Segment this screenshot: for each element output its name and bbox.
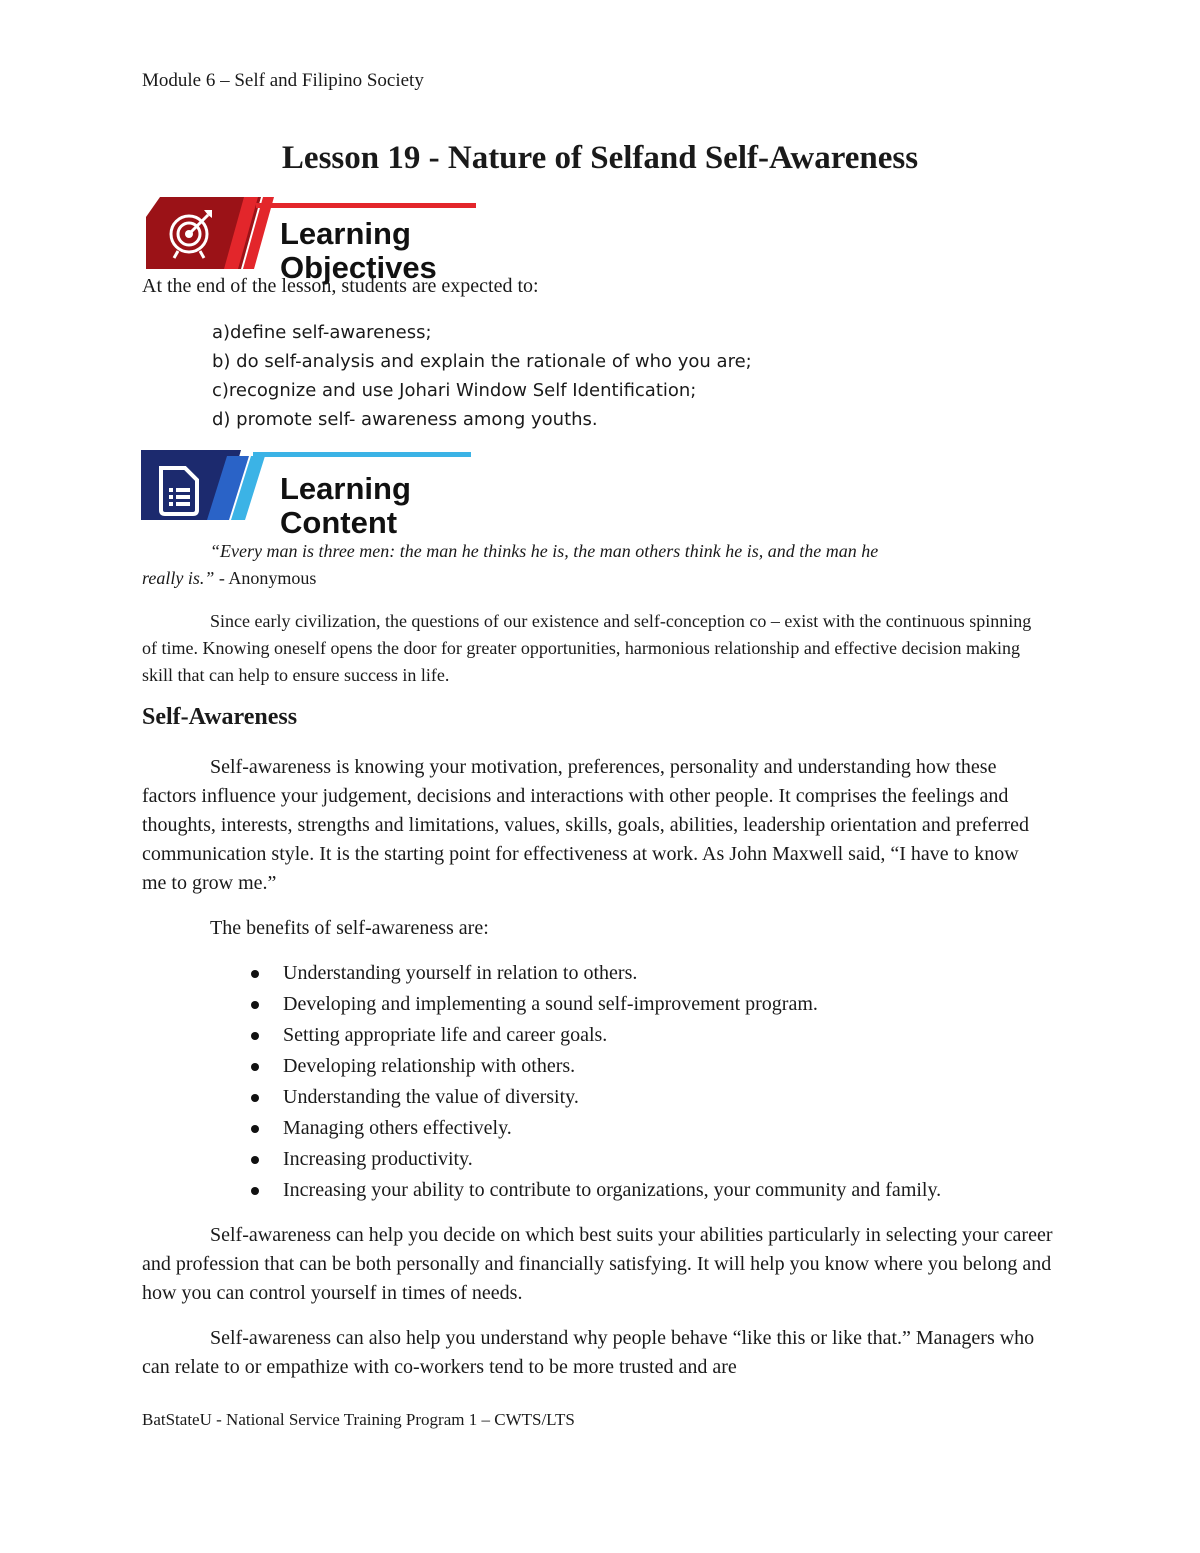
objectives-list	[212, 318, 752, 434]
learning-content-banner	[141, 450, 471, 540]
learning-content-label-line2: Content	[280, 505, 398, 540]
list-item-text: Managing others effectively.	[283, 1117, 512, 1139]
list-item	[248, 958, 941, 989]
objectives-intro: At the end of the lesson, students are expected to:	[142, 275, 539, 297]
bullet-icon	[251, 970, 259, 978]
list-item-text: Developing relationship with others.	[283, 1055, 576, 1077]
list-item	[248, 1051, 941, 1082]
list-item	[248, 989, 941, 1020]
list-item	[248, 1020, 941, 1051]
list-item	[248, 1113, 941, 1144]
bullet-icon	[251, 1187, 259, 1195]
quote-line-2: really is.”	[142, 568, 215, 588]
list-item	[248, 1082, 941, 1113]
list-item	[248, 1144, 941, 1175]
paragraph-career: Self-awareness can help you decide on which best suits your abilities particularly in selecting your career and profession that can be both personally and financially satisfying. It will help you know where you belong and how you can control yourself in times of needs.	[142, 1224, 1053, 1304]
bullet-icon	[251, 1094, 259, 1102]
list-item: d) promote self- awareness among youths.	[212, 409, 598, 430]
lesson-title: Lesson 19 - Nature of Selfand Self-Awareness	[281, 140, 919, 176]
list-item: b) do self-analysis and explain the rationale of who you are;	[212, 351, 752, 372]
quote-author: - Anonymous	[214, 568, 317, 588]
document-icon	[157, 464, 201, 516]
bullet-icon	[251, 1063, 259, 1071]
bullet-icon	[251, 1032, 259, 1040]
target-icon	[168, 208, 214, 258]
learning-content-label-line1: Learning	[280, 471, 411, 506]
list-item-text: Understanding the value of diversity.	[283, 1086, 579, 1108]
paragraph-intro: Since early civilization, the questions of our existence and self-conception co – exist with the continuous spinning of time. Knowing oneself opens the door for greater opportunities, harmonious relationship and effective decision making skill that can help to ensure success in life.	[142, 611, 1032, 685]
benefits-intro: The benefits of self-awareness are:	[210, 917, 489, 939]
paragraph-behavior: Self-awareness can also help you understand why people behave “like this or like that.” Managers who can relate to or empathize with co-workers tend to be more trusted and are	[142, 1327, 1035, 1378]
section-heading: Self-Awareness	[142, 704, 298, 730]
page-footer: BatStateU - National Service Training Program 1 – CWTS/LTS	[142, 1410, 575, 1429]
list-item: c)recognize and use Johari Window Self Identification;	[212, 380, 697, 401]
bullet-icon	[251, 1001, 259, 1009]
paragraph-definition: Self-awareness is knowing your motivation, preferences, personality and understanding how these factors influence your judgement, decisions and interactions with other people. It comprises the feelings and thoughts, interests, strengths and limitations, values, skills, goals, abilities, leadership orientation and preferred communication style. It is the starting point for effectiveness at work. As John Maxwell said, “I have to know me to grow me.”	[142, 756, 1030, 894]
learning-objectives-label: Learning Objectives	[280, 216, 437, 285]
list-item	[248, 1175, 941, 1206]
list-item-text: Increasing productivity.	[283, 1148, 473, 1170]
bullet-icon	[251, 1156, 259, 1164]
list-item-text: Increasing your ability to contribute to organizations, your community and family.	[283, 1179, 942, 1201]
quote-block	[142, 538, 1062, 592]
bullet-icon	[251, 1125, 259, 1133]
list-item-text: Understanding yourself in relation to others.	[283, 962, 638, 984]
list-item: a)define self-awareness;	[212, 322, 432, 343]
quote-line-1: “Every man is three men: the man he thinks he is, the man others think he is, and the man he	[210, 541, 879, 561]
learning-objectives-banner	[146, 197, 476, 285]
page-header: Module 6 – Self and Filipino Society	[142, 70, 424, 91]
list-item-text: Setting appropriate life and career goals.	[283, 1024, 608, 1046]
benefits-list	[248, 958, 941, 1206]
list-item-text: Developing and implementing a sound self-improvement program.	[283, 993, 818, 1015]
